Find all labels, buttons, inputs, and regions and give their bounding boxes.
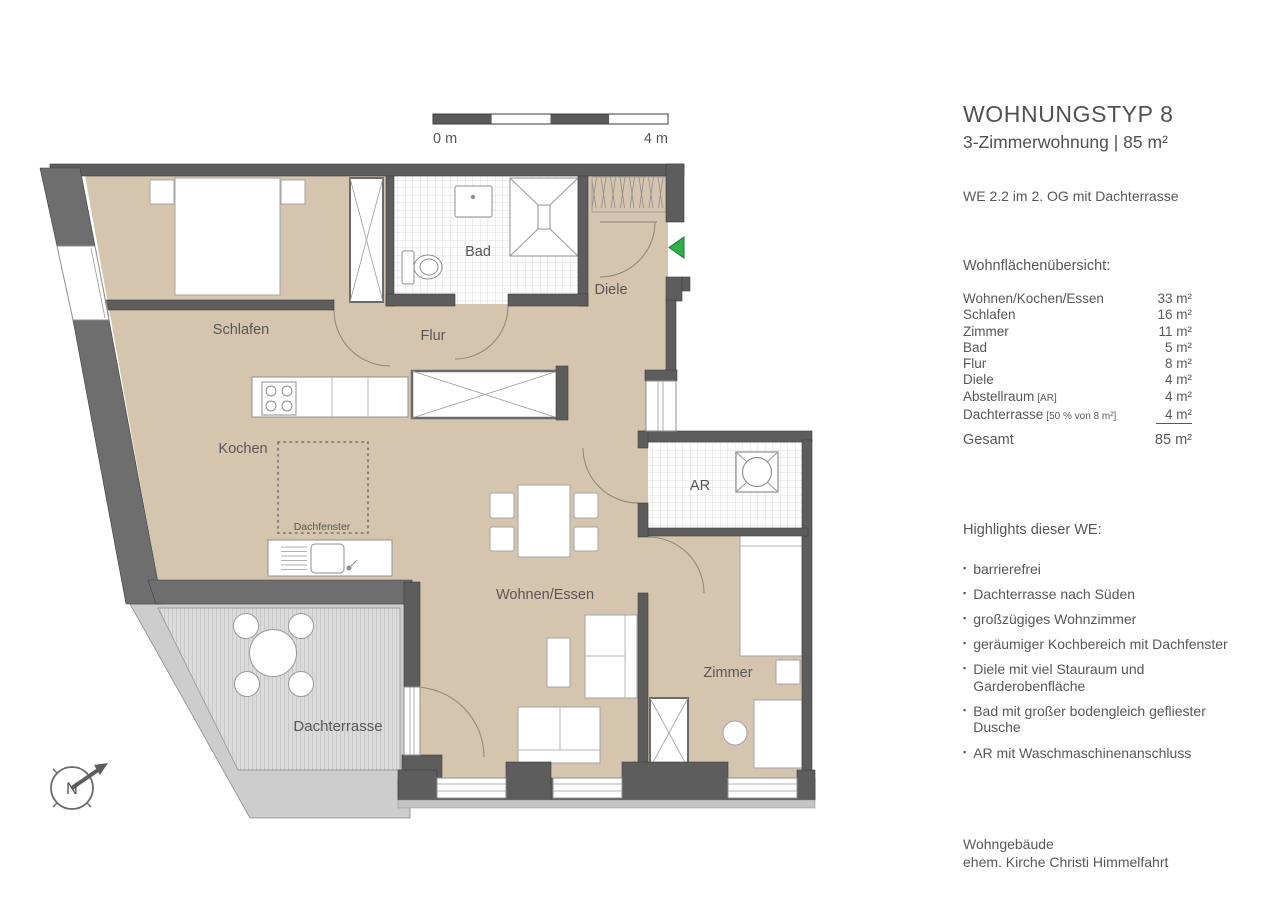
area-table-heading: Wohnflächenübersicht: <box>963 258 1111 274</box>
table-row <box>963 407 1192 425</box>
terrace-chair <box>289 672 314 697</box>
highlight-text: großzügiges Wohnzimmer <box>973 611 1137 628</box>
bullet-icon: ▪ <box>963 563 967 573</box>
row-label: Zimmer <box>963 323 1009 339</box>
dining-chair <box>574 493 598 518</box>
scale-end-label: 4 m <box>643 131 668 147</box>
table-row <box>963 356 1192 372</box>
sink-bowl <box>311 544 344 573</box>
room-label-zimmer: Zimmer <box>703 665 753 681</box>
south-sill <box>398 800 815 808</box>
bullet-icon: ▪ <box>963 638 967 649</box>
hall-closet <box>412 371 558 418</box>
room-label-dachterrasse: Dachterrasse <box>293 718 383 735</box>
bullet-icon: ▪ <box>963 588 967 599</box>
wall-north <box>50 164 684 176</box>
room-label-bad: Bad <box>465 244 491 260</box>
desk <box>754 700 802 768</box>
building-line1: Wohngebäude <box>963 836 1054 852</box>
list-item <box>963 661 1247 694</box>
row-label: Abstellraum <box>963 388 1035 404</box>
row-value: 5 m² <box>1165 339 1192 355</box>
pillar-south <box>398 770 437 800</box>
building-name <box>963 836 1168 871</box>
room-label-flur: Flur <box>420 328 446 344</box>
dining-chair <box>574 527 598 551</box>
bath-sink <box>455 186 492 217</box>
highlight-text: AR mit Waschmaschinenanschluss <box>973 744 1192 761</box>
highlight-text: geräumiger Kochbereich mit Dachfenster <box>973 636 1228 653</box>
wall-ar-top <box>642 431 812 442</box>
wall-east-thin <box>666 300 676 372</box>
highlight-text: Diele mit viel Stauraum und Garderobenfläche <box>973 661 1145 694</box>
row-value: 16 m² <box>1157 307 1192 323</box>
page-subtitle: 3-Zimmerwohnung | 85 m² <box>963 132 1168 152</box>
terrace-chair <box>235 672 260 697</box>
wall-east-upper <box>666 164 684 222</box>
roof-terrace <box>130 604 410 818</box>
bullet-icon: ▪ <box>963 746 967 757</box>
table-row <box>963 340 1192 356</box>
single-bed <box>740 530 802 656</box>
north-indicator <box>51 763 108 809</box>
row-value: 4 m² <box>1165 372 1192 388</box>
room-label-ar: AR <box>689 478 711 494</box>
wall-east-notch <box>682 277 690 291</box>
north-label: N <box>66 780 78 798</box>
row-label: Schlafen <box>963 307 1016 323</box>
wall-bedroom-south <box>106 300 334 310</box>
row-value: 8 m² <box>1165 356 1192 372</box>
building-line2: ehem. Kirche Christi Himmelfahrt <box>963 853 1169 870</box>
dining-table <box>518 485 570 557</box>
wall-bath-east <box>578 176 588 306</box>
wall-east-block <box>802 440 812 778</box>
window-south <box>728 778 797 798</box>
storage-tiled-floor <box>648 442 804 528</box>
washing-machine <box>736 452 778 492</box>
scale-start-label: 0 m <box>433 131 458 147</box>
row-value: 11 m² <box>1158 323 1192 339</box>
row-value: 4 m² <box>1165 388 1192 404</box>
highlight-text: Bad mit großer bodengleich gefliester Dusche <box>973 702 1206 736</box>
row-label: Dachterrasse <box>963 407 1044 423</box>
page-title: WOHNUNGSTYP 8 <box>963 101 1174 127</box>
room-label-kochen: Kochen <box>218 441 268 457</box>
pillar-south <box>506 762 551 800</box>
list-item <box>963 611 1247 628</box>
terrace-chair <box>289 614 314 639</box>
shower <box>510 178 578 256</box>
bed-pillow <box>281 180 305 204</box>
table-row <box>963 389 1192 407</box>
wall-ar-bottom <box>648 528 808 536</box>
area-table <box>963 291 1192 449</box>
double-bed <box>175 178 280 295</box>
wall-bath-south-left <box>386 294 455 306</box>
entrance-arrow-icon <box>669 237 684 258</box>
scale-bar <box>433 114 668 147</box>
pillar-south <box>622 762 728 800</box>
list-item <box>963 586 1247 603</box>
row-label: Bad <box>963 339 988 355</box>
bullet-icon: ▪ <box>963 704 967 715</box>
room-label-schlafen: Schlafen <box>212 322 270 338</box>
wall-terrace-north <box>148 580 412 604</box>
dining-chair <box>490 493 514 518</box>
highlights-list <box>963 561 1247 770</box>
coat-rack <box>592 177 666 212</box>
desk-chair <box>723 721 747 745</box>
total-value: 85 m² <box>1154 432 1192 449</box>
roof-window-label: Dachfenster <box>293 521 351 533</box>
bed-pillow <box>150 180 174 204</box>
wall-east-jog <box>645 370 677 381</box>
terrace-door <box>404 687 420 755</box>
bath-sink-faucet <box>471 195 474 198</box>
row-label: Flur <box>963 356 987 372</box>
bullet-icon: ▪ <box>963 663 967 674</box>
wall-bath-south-right <box>508 294 588 306</box>
list-item <box>963 703 1247 736</box>
row-note: [AR] <box>1037 392 1057 404</box>
room-label-wohnen-essen: Wohnen/Essen <box>495 587 595 603</box>
sofa-horizontal <box>518 707 600 763</box>
terrace-table <box>250 630 297 677</box>
wall-bath-west <box>386 176 394 306</box>
side-table <box>547 638 570 687</box>
table-total-row <box>963 432 1192 448</box>
wall-east-below-door <box>666 277 682 301</box>
room-label-diele: Diele <box>594 282 628 298</box>
total-label: Gesamt <box>963 432 1014 449</box>
kitchen-sink-counter <box>268 540 392 576</box>
row-note: [50 % von 8 m²] <box>1046 411 1117 423</box>
wardrobe <box>650 698 688 768</box>
row-value: 4 m² <box>1156 407 1192 424</box>
terrace-chair <box>234 614 259 639</box>
highlights-heading: Highlights dieser WE: <box>963 522 1102 538</box>
row-label: Diele <box>963 372 994 388</box>
table-row <box>963 324 1192 340</box>
row-label: Wohnen/Kochen/Essen <box>963 291 1104 306</box>
highlight-text: Dachterrasse nach Süden <box>973 586 1136 603</box>
list-item <box>963 636 1247 653</box>
list-item <box>963 561 1247 578</box>
window-east <box>646 381 676 431</box>
wall-terrace-door-upper <box>404 582 420 687</box>
dining-chair <box>490 527 514 551</box>
table-row <box>963 291 1192 307</box>
list-item <box>963 745 1247 762</box>
row-value: 33 m² <box>1157 291 1192 306</box>
nightstand <box>776 660 800 684</box>
table-row <box>963 307 1192 323</box>
wardrobe <box>350 178 383 302</box>
window-south <box>553 778 622 798</box>
highlight-text: barrierefrei <box>973 561 1041 577</box>
table-row <box>963 372 1192 388</box>
bullet-icon: ▪ <box>963 613 967 624</box>
cooktop <box>262 382 296 415</box>
pillar-south <box>797 770 815 800</box>
unit-info: WE 2.2 im 2. OG mit Dachterrasse <box>963 188 1179 204</box>
window-south <box>437 778 506 798</box>
